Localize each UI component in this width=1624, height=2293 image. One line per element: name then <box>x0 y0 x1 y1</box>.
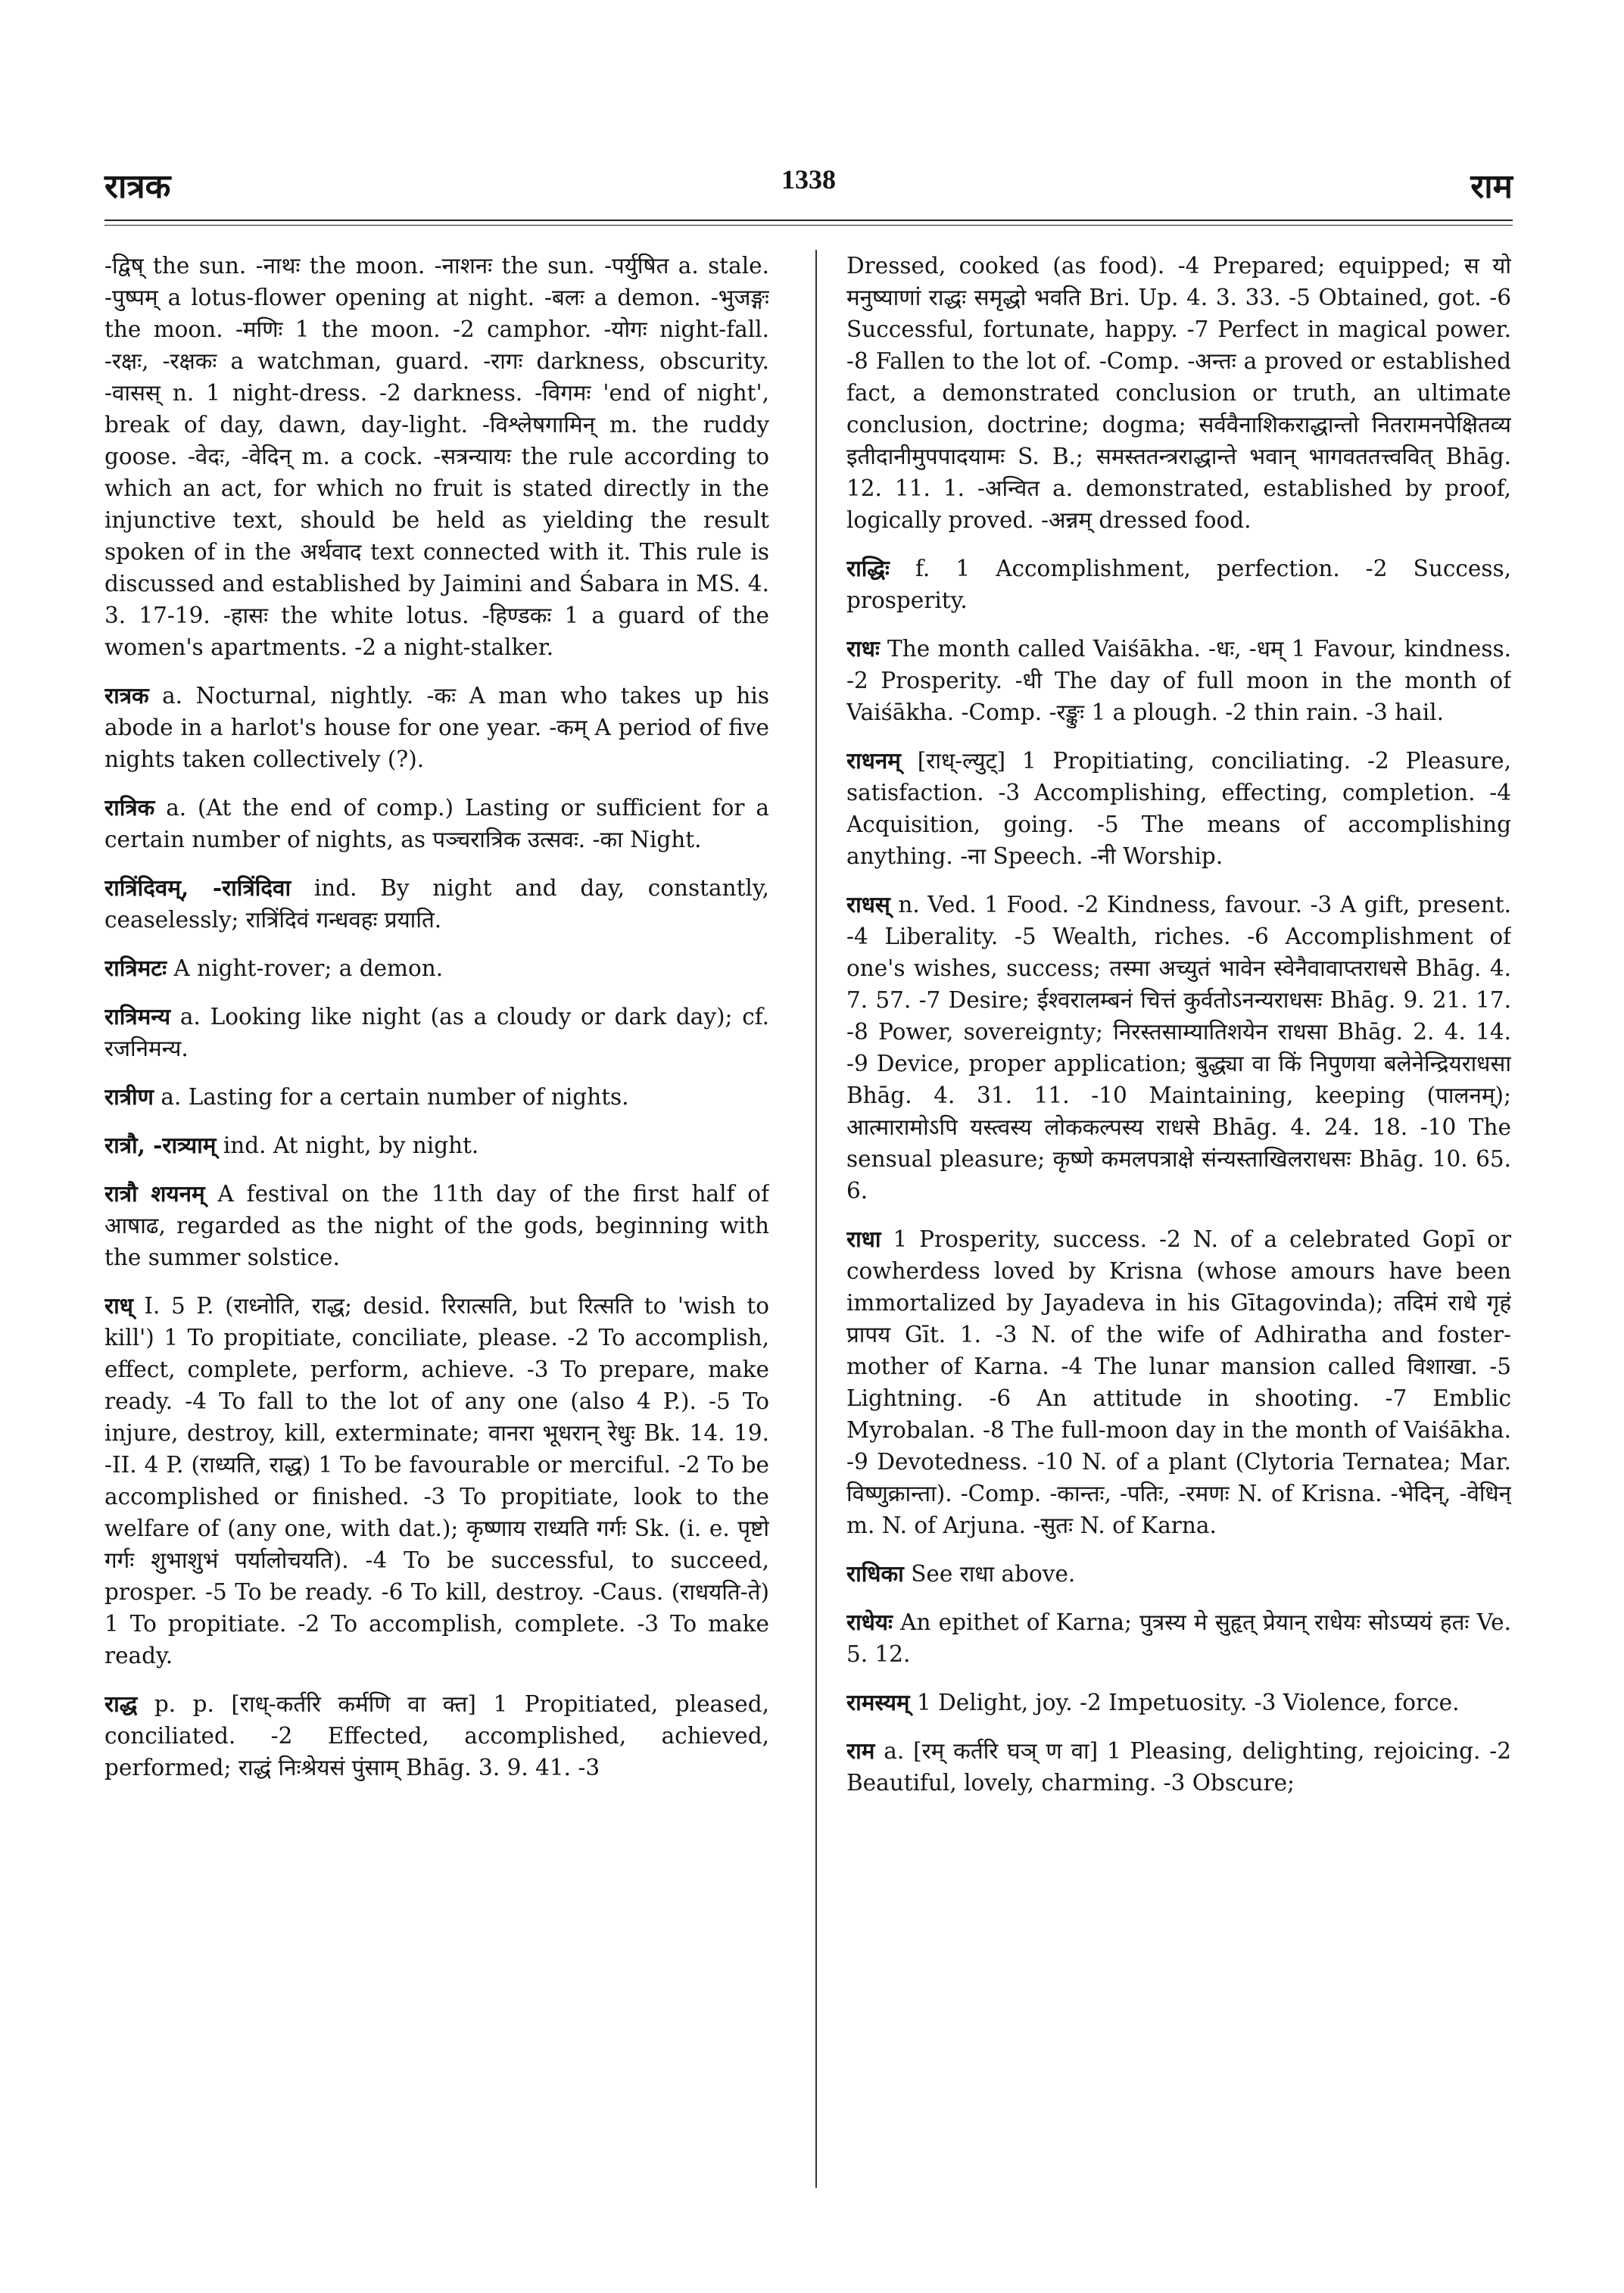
dictionary-entry <box>104 1001 769 1064</box>
entry-headword: रात्रिमन्य <box>104 1003 171 1030</box>
entry-headword: रात्रौ, -रात्र्याम् <box>104 1132 217 1158</box>
entry-text: a. Lasting for a certain number of nights. <box>161 1084 629 1110</box>
entry-text: 1 Prosperity, success. -2 N. of a celebrated Gopī or cowherdess loved by Krisna (whose amours have been immortalized by Jayadeva in his Gītagovinda); तदिमं राधे गृहं प्रापय Gīt. 1. -3 N. of the wife of Adhiratha and foster-mother of Karna. -4 The lunar mansion called विशाखा. -5 Lightning. -6 An attitude in shooting. -7 Emblic Myrobalan. -8 The full-moon day in the month of Vaiśākha. -9 Devotedness. -10 N. of a plant (Clytoria Ternatea; Mar. विष्णुक्रान्ता). -Comp. -कान्तः, -पतिः, -रमणः N. of Krisna. -भेदिन्, -वेधिन् m. N. of Arjuna. -सुतः N. of Karna. <box>846 1226 1511 1538</box>
entry-text: Dressed, cooked (as food). -4 Prepared; equipped; स यो मनुष्याणां राद्धः समृद्धो भवति Bri. Up. 4. 3. 33. -5 Obtained, got. -6 Successful, fortunate, happy. -7 Perfect in magical power. -8 Fallen to the lot of. -Comp. -अन्तः a proved or established fact, a demonstrated conclusion or truth, an ultimate conclusion, doctrine; dogma; सर्ववैनाशिकराद्धान्तो नितरामनपेक्षितव्य इतीदानीमुपपादयामः S. B.; समस्ततन्त्रराद्धान्ते भवान् भागवततत्त्ववित् Bhāg. 12. 11. 1. -अन्वित a. demonstrated, established by proof, logically proved. -अन्नम् dressed food. <box>846 253 1511 533</box>
entry-headword: राम <box>846 1737 875 1764</box>
entry-headword: रात्रिमटः <box>104 955 167 981</box>
entry-headword: राधस् <box>846 891 890 918</box>
entry-headword: राधनम् <box>846 747 901 774</box>
entry-text: f. 1 Accomplishment, perfection. -2 Success, prosperity. <box>846 556 1511 613</box>
page-number: 1338 <box>781 164 836 195</box>
dictionary-entry <box>846 1223 1511 1541</box>
entry-headword: राध् <box>104 1292 133 1319</box>
right-running-headword: राम <box>1470 167 1513 206</box>
dictionary-entry <box>846 1687 1511 1718</box>
dictionary-entry <box>104 872 769 936</box>
entry-headword: रात्रिक <box>104 794 155 821</box>
dictionary-entry <box>846 889 1511 1207</box>
dictionary-entry <box>104 1129 769 1161</box>
entry-headword: रात्रक <box>104 682 149 709</box>
entry-text: ind. At night, by night. <box>223 1132 479 1158</box>
entry-headword: राद्धिः <box>846 555 890 581</box>
dictionary-entry <box>104 680 769 775</box>
entry-headword: राधः <box>846 635 880 662</box>
dictionary-entry <box>104 792 769 855</box>
column-divider <box>815 250 817 2188</box>
entry-text: a. Nocturnal, nightly. -कः A man who takes up his abode in a harlot's house for one year. -कम् A period of five nights taken collectively (?). <box>104 683 769 772</box>
dictionary-entry <box>104 1290 769 1671</box>
dictionary-entry <box>104 1688 769 1784</box>
entry-text: n. Ved. 1 Food. -2 Kindness, favour. -3 A gift, present. -4 Liberality. -5 Wealth, riches. -6 Accomplishment of one's wishes, success; तस्मा अच्युतं भावेन स्वेनैवावाप्तराधसे Bhāg. 4. 7. 57. -7 Desire; ईश्वरालम्बनं चित्तं कुर्वतोऽनन्यराधसः Bhāg. 9. 21. 17. -8 Power, sovereignty; निरस्तसाम्यातिशयेन राधसा Bhāg. 2. 4. 14. -9 Device, proper application; बुद्ध्या वा किं निपुणया बलेनेन्द्रियराधसा Bhāg. 4. 31. 11. -10 Maintaining, keeping (पालनम्); आत्मारामोऽपि यस्त्वस्य लोककल्पस्य राधसे Bhāg. 4. 24. 18. -10 The sensual pleasure; कृष्णे कमलपत्राक्षे संन्यस्ताखिलराधसः Bhāg. 10. 65. 6. <box>846 892 1511 1204</box>
dictionary-entry <box>846 745 1511 872</box>
right-column <box>846 250 1511 2188</box>
page-header <box>104 151 1513 212</box>
dictionary-entry <box>846 633 1511 728</box>
entry-text: 1 Delight, joy. -2 Impetuosity. -3 Violence, force. <box>916 1690 1460 1715</box>
entry-text: -द्विष् the sun. -नाथः the moon. -नाशनः the sun. -पर्युषित a. stale. -पुष्पम् a lotus-flower opening at night. -बलः a demon. -भुजङ्गः the moon. -मणिः 1 the moon. -2 camphor. -योगः night-fall. -रक्षः, -रक्षकः a watchman, guard. -रागः darkness, obscurity. -वासस् n. 1 night-dress. -2 darkness. -विगमः 'end of night', break of day, dawn, day-light. -विश्लेषगामिन् m. the ruddy goose. -वेदः, -वेदिन् m. a cock. -सत्रन्यायः the rule according to which an act, for which no fruit is stated directly in the injunctive text, should be held as yielding the result spoken of in the अर्थवाद text connected with it. This rule is discussed and established by Jaimini and Śabara in MS. 4. 3. 17-19. -हासः the white lotus. -हिण्डकः 1 a guard of the women's apartments. -2 a night-stalker. <box>104 253 769 660</box>
entry-text: ind. By night and day, constantly, ceaselessly; रात्रिंदिवं गन्धवहः प्रयाति. <box>104 875 769 933</box>
entry-headword: रात्रीण <box>104 1083 154 1110</box>
entry-text: a. Looking like night (as a cloudy or dark day); cf. रजनिमन्य. <box>104 1004 769 1061</box>
dictionary-entry <box>104 1081 769 1113</box>
dictionary-entry <box>846 1606 1511 1670</box>
entry-text: See राधा above. <box>911 1561 1076 1587</box>
entry-headword: राधा <box>846 1226 881 1252</box>
dictionary-entry <box>846 250 1511 536</box>
entry-text: A night-rover; a demon. <box>173 955 444 981</box>
entry-headword: राधिका <box>846 1560 904 1587</box>
entry-text: The month called Vaiśākha. -धः, -धम् 1 Favour, kindness. -2 Prosperity. -धी The day of full moon in the month of Vaiśākha. -Comp. -रङ्कुः 1 a plough. -2 thin rain. -3 hail. <box>846 636 1511 725</box>
dictionary-entry <box>846 1558 1511 1590</box>
entry-text: I. 5 P. (राध्नोति, राद्ध; desid. रिरात्सति, but रित्सति to 'wish to kill') 1 To propitiate, conciliate, please. -2 To accomplish, effect, complete, perform, achieve. -3 To prepare, make ready. -4 To fall to the lot of any one (also 4 P.). -5 To injure, destroy, kill, exterminate; वानरा भूधरान् रेधुः Bk. 14. 19. -II. 4 P. (राध्यति, राद्ध) 1 To be favourable or merciful. -2 To be accomplished or finished. -3 To propitiate, look to the welfare of (any one, with dat.); कृष्णाय राध्यति गर्गः Sk. (i. e. पृष्टो गर्गः शुभाशुभं पर्यालोचयति). -4 To be successful, to succeed, prosper. -5 To be ready. -6 To kill, destroy. -Caus. (राधयति-ते) 1 To propitiate. -2 To accomplish, complete. -3 To make ready. <box>104 1293 769 1668</box>
entry-text: A festival on the 11th day of the first half of आषाढ, regarded as the night of the gods, beginning with the summer solstice. <box>104 1181 769 1270</box>
entry-headword: रात्रिंदिवम्, -रात्रिंदिवा <box>104 874 291 901</box>
entry-text: [राध्-ल्युट्] 1 Propitiating, conciliating. -2 Pleasure, satisfaction. -3 Accomplishing, effecting, completion. -4 Acquisition, going. -5 The means of accomplishing anything. -ना Speech. -नी Worship. <box>846 748 1511 869</box>
dictionary-entry <box>104 952 769 984</box>
header-rule-thin <box>104 225 1513 226</box>
header-rule <box>104 220 1513 221</box>
entry-text: a. [रम् कर्तरि घञ् ण वा] 1 Pleasing, delighting, rejoicing. -2 Beautiful, lovely, charming. -3 Obscure; <box>846 1738 1511 1796</box>
entry-text: An epithet of Karna; पुत्रस्य मे सुहृत् प्रेयान् राधेयः सोऽप्ययं हतः Ve. 5. 12. <box>846 1609 1511 1667</box>
entry-headword: राधेयः <box>846 1609 893 1635</box>
entry-text: p. p. [राध्-कर्तरि कर्मणि वा क्त] 1 Propitiated, pleased, conciliated. -2 Effected, accomplished, achieved, performed; राद्धं निःश्रेयसं पुंसाम् Bhāg. 3. 9. 41. -3 <box>104 1691 769 1781</box>
dictionary-entry <box>846 1735 1511 1799</box>
dictionary-entry <box>104 250 769 663</box>
entry-headword: राद्ध <box>104 1690 138 1717</box>
entry-text: a. (At the end of comp.) Lasting or sufficient for a certain number of nights, as पञ्चरात्रिक उत्सवः. -का Night. <box>104 795 769 852</box>
left-running-headword: रात्रक <box>104 167 171 206</box>
dictionary-entry <box>104 1178 769 1273</box>
dictionary-entry <box>846 553 1511 616</box>
entry-headword: रात्रौ शयनम् <box>104 1180 205 1207</box>
entry-headword: रामस्यम् <box>846 1689 910 1715</box>
left-column <box>104 250 769 2188</box>
